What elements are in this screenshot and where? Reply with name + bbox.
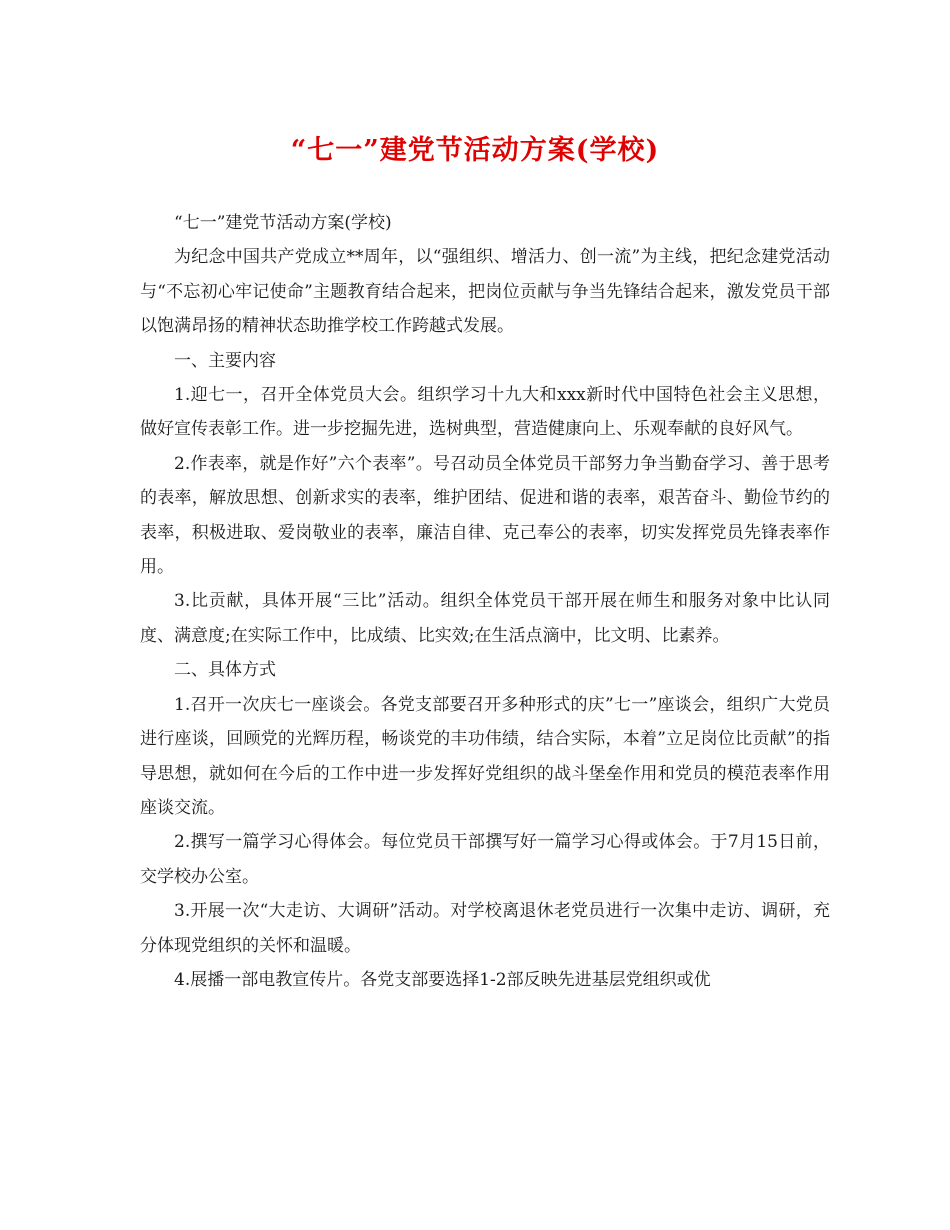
document-title: “七一”建党节活动方案(学校): [290, 135, 660, 166]
document-body: [140, 206, 830, 997]
section-heading-methods: 二、具体方式: [174, 660, 276, 681]
paragraph-method-2: 2.撰写一篇学习心得体会。每位党员干部撰写好一篇学习心得或体会。于7月15日前，交学校办公室。: [140, 832, 830, 887]
document-subtitle: “七一”建党节活动方案(学校): [174, 213, 392, 233]
paragraph-item-1: 1.迎七一，召开全体党员大会。组织学习十九大和xxx新时代中国特色社会主义思想，做好宣传表彰工作。进一步挖掘先进，选树典型，营造健康向上、乐观奉献的良好风气。: [140, 385, 830, 440]
paragraph-method-4: 4.展播一部电教宣传片。各党支部要选择1-2部反映先进基层党组织或优: [174, 969, 711, 990]
paragraph-method-1: 1.召开一次庆七一座谈会。各党支部要召开多种形式的庆”七一”座谈会，组织广大党员进行座谈，回顾党的光辉历程，畅谈党的丰功伟绩，结合实际，本着”立足岗位比贡献”的指导思想，就如何在今后的工作中进一步发挥好党组织的战斗堡垒作用和党员的模范表率作用座谈交流。: [140, 694, 830, 818]
intro-paragraph: 为纪念中国共产党成立**周年，以“强组织、增活力、创一流”为主线，把纪念建党活动与“不忘初心牢记使命”主题教育结合起来，把岗位贡献与争当先锋结合起来，激发党员干部以饱满昂扬的精神状态助推学校工作跨越式发展。: [140, 247, 830, 337]
paragraph-method-3: 3.开展一次“大走访、大调研”活动。对学校离退休老党员进行一次集中走访、调研，充分体现党组织的关怀和温暖。: [140, 901, 830, 956]
section-heading-main-content: 一、主要内容: [174, 350, 276, 371]
paragraph-item-2: 2.作表率，就是作好”六个表率”。号召动员全体党员干部努力争当勤奋学习、善于思考的表率，解放思想、创新求实的表率，维护团结、促进和谐的表率，艰苦奋斗、勤俭节约的表率，积极进取、爱岗敬业的表率，廉洁自律、克己奉公的表率，切实发挥党员先锋表率作用。: [140, 453, 830, 578]
paragraph-item-3: 3.比贡献，具体开展“三比”活动。组织全体党员干部开展在师生和服务对象中比认同度、满意度;在实际工作中，比成绩、比实效;在生活点滴中，比文明、比素养。: [140, 591, 830, 646]
